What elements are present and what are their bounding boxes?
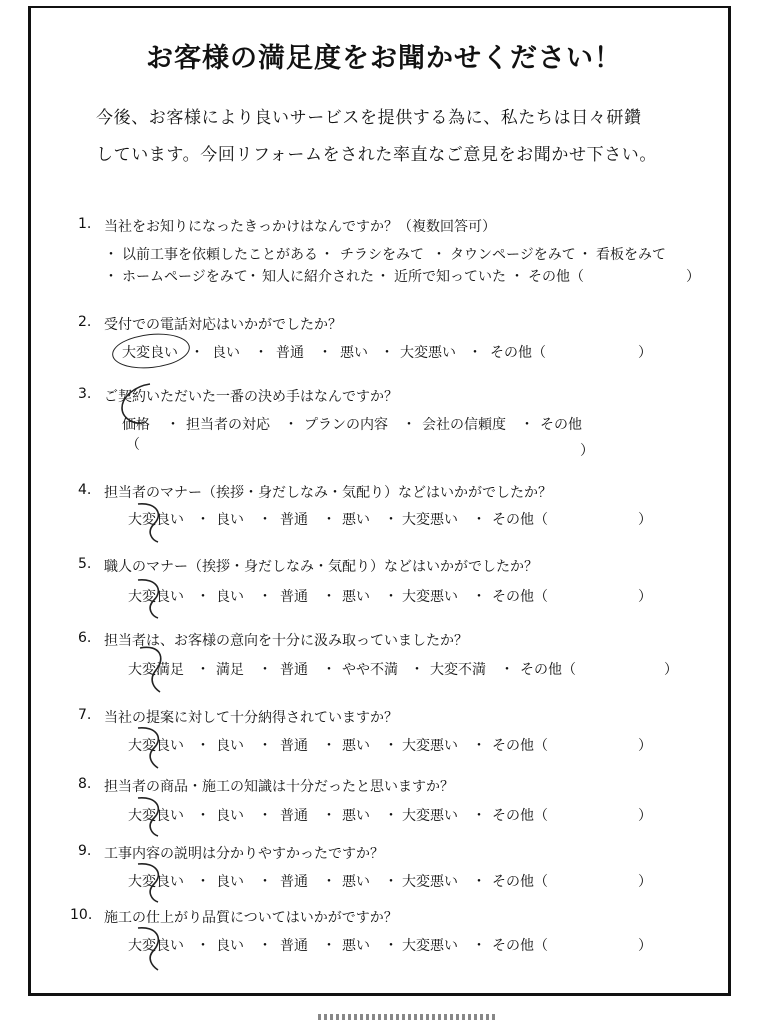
q1-sep: ・ [320, 247, 334, 263]
q8-sep: ・ [384, 808, 398, 824]
q7-sep: ・ [384, 738, 398, 754]
q6-sep: ・ [258, 662, 272, 678]
q9-sep: ・ [196, 874, 210, 890]
q5-number: 5. [78, 556, 92, 572]
q4-option-other[interactable]: その他（ [492, 512, 548, 528]
q5-option-good[interactable]: 良い [216, 589, 244, 605]
q6-sep: ・ [322, 662, 336, 678]
q3-answer-mark [112, 378, 172, 436]
q4-option-very-bad[interactable]: 大変悪い [402, 512, 458, 528]
q1-option-previous-work[interactable]: 以前工事を依頼したことがある [122, 247, 318, 263]
q7-option-bad[interactable]: 悪い [342, 738, 370, 754]
q8-option-other[interactable]: その他（ [492, 808, 548, 824]
q7-option-very-bad[interactable]: 大変悪い [402, 738, 458, 754]
q9-sep: ・ [472, 874, 486, 890]
q1-question: 当社をお知りになったきっかけはなんですか？（複数回答可） [104, 219, 496, 235]
q4-option-very-good[interactable]: 大変良い [128, 512, 184, 528]
q6-sep: ・ [410, 662, 424, 678]
q9-sep: ・ [384, 874, 398, 890]
q6-sep: ・ [196, 662, 210, 678]
q5-option-other[interactable]: その他（ [492, 589, 548, 605]
q7-sep: ・ [322, 738, 336, 754]
q4-answer-mark [130, 500, 170, 546]
q6-option-satisfied[interactable]: 満足 [216, 662, 244, 678]
q8-other-close: ） [638, 808, 652, 824]
q1-option-other[interactable]: その他（ [528, 269, 584, 285]
q4-question: 担当者のマナー（挨拶・身だしなみ・気配り）などはいかがでしたか？ [104, 485, 552, 501]
q8-sep: ・ [322, 808, 336, 824]
q3-other-open: （ [126, 437, 140, 453]
q3-number: 3. [78, 386, 92, 402]
q10-sep: ・ [384, 938, 398, 954]
q9-number: 9. [78, 843, 92, 859]
q2-option-very-bad[interactable]: 大変悪い [400, 345, 456, 361]
q2-sep: ・ [468, 345, 482, 361]
q10-sep: ・ [196, 938, 210, 954]
q1-sep: ・ [376, 269, 390, 285]
q2-option-very-good[interactable]: 大変良い [122, 345, 178, 361]
q9-other-close: ） [638, 874, 652, 890]
q8-sep: ・ [472, 808, 486, 824]
q8-option-normal[interactable]: 普通 [280, 808, 308, 824]
q6-answer-mark [130, 644, 178, 696]
q1-sep: ・ [104, 269, 118, 285]
q7-sep: ・ [472, 738, 486, 754]
q3-option-price[interactable]: 価格 [122, 417, 150, 433]
q2-option-bad[interactable]: 悪い [340, 345, 368, 361]
q6-option-other[interactable]: その他（ [520, 662, 576, 678]
q6-option-very-dissatisfied[interactable]: 大変不満 [430, 662, 486, 678]
q6-question: 担当者は、お客様の意向を十分に汲み取っていましたか？ [104, 633, 468, 649]
q3-sep: ・ [520, 417, 534, 433]
q1-sep: ・ [104, 247, 118, 263]
q5-other-close: ） [638, 589, 652, 605]
q9-sep: ・ [258, 874, 272, 890]
q6-other-close: ） [664, 662, 678, 678]
q9-sep: ・ [322, 874, 336, 890]
q2-option-good[interactable]: 良い [212, 345, 240, 361]
q7-number: 7. [78, 707, 92, 723]
q10-sep: ・ [258, 938, 272, 954]
q6-option-very-satisfied[interactable]: 大変満足 [128, 662, 184, 678]
q10-question: 施工の仕上がり品質についてはいかがですか？ [104, 910, 398, 926]
q10-option-very-good[interactable]: 大変良い [128, 938, 184, 954]
q9-question: 工事内容の説明は分かりやすかったですか？ [104, 846, 384, 862]
q4-sep: ・ [322, 512, 336, 528]
page-title: お客様の満足度をお聞かせください！ [146, 43, 622, 74]
q1-sep: ・ [432, 247, 446, 263]
q7-option-other[interactable]: その他（ [492, 738, 548, 754]
q6-option-normal[interactable]: 普通 [280, 662, 308, 678]
q4-option-bad[interactable]: 悪い [342, 512, 370, 528]
q1-other-close: ） [686, 269, 700, 285]
q7-option-normal[interactable]: 普通 [280, 738, 308, 754]
q8-question: 担当者の商品・施工の知識は十分だったと思いますか？ [104, 779, 454, 795]
q6-number: 6. [78, 630, 92, 646]
q8-option-very-good[interactable]: 大変良い [128, 808, 184, 824]
q5-question: 職人のマナー（挨拶・身だしなみ・気配り）などはいかがでしたか？ [104, 559, 538, 575]
q8-sep: ・ [258, 808, 272, 824]
q8-option-bad[interactable]: 悪い [342, 808, 370, 824]
q10-other-close: ） [638, 938, 652, 954]
q10-option-good[interactable]: 良い [216, 938, 244, 954]
q2-other-close: ） [638, 345, 652, 361]
q3-option-plan-content[interactable]: プランの内容 [304, 417, 388, 433]
q10-number: 10. [70, 907, 93, 923]
q6-option-somewhat-dissatisfied[interactable]: やや不満 [342, 662, 398, 678]
q7-option-very-good[interactable]: 大変良い [128, 738, 184, 754]
q8-option-good[interactable]: 良い [216, 808, 244, 824]
intro-line-2: しています。今回リフォームをされた率直なご意見をお聞かせ下さい。 [96, 145, 657, 165]
q7-sep: ・ [258, 738, 272, 754]
q7-answer-mark [130, 724, 170, 772]
q5-option-normal[interactable]: 普通 [280, 589, 308, 605]
q7-sep: ・ [196, 738, 210, 754]
q2-sep: ・ [380, 345, 394, 361]
q5-sep: ・ [196, 589, 210, 605]
q3-sep: ・ [284, 417, 298, 433]
q9-answer-mark [130, 860, 170, 906]
q5-sep: ・ [258, 589, 272, 605]
q1-option-homepage[interactable]: ホームページをみて [122, 269, 248, 285]
q3-other-close: ） [580, 443, 594, 459]
q3-question: ご契約いただいた一番の決め手はなんですか？ [104, 389, 398, 405]
q10-option-normal[interactable]: 普通 [280, 938, 308, 954]
q2-sep: ・ [254, 345, 268, 361]
q4-other-close: ） [638, 512, 652, 528]
q5-option-very-bad[interactable]: 大変悪い [402, 589, 458, 605]
q1-option-signboard[interactable]: 看板をみて [596, 247, 666, 263]
q4-sep: ・ [258, 512, 272, 528]
q6-sep: ・ [500, 662, 514, 678]
q4-option-normal[interactable]: 普通 [280, 512, 308, 528]
q5-sep: ・ [384, 589, 398, 605]
q7-question: 当社の提案に対して十分納得されていますか？ [104, 710, 398, 726]
q8-sep: ・ [196, 808, 210, 824]
q3-sep: ・ [402, 417, 416, 433]
q10-answer-mark [130, 924, 170, 974]
q8-option-very-bad[interactable]: 大変悪い [402, 808, 458, 824]
q10-option-bad[interactable]: 悪い [342, 938, 370, 954]
q1-option-flyer[interactable]: チラシをみて [340, 247, 424, 263]
q9-option-very-bad[interactable]: 大変悪い [402, 874, 458, 890]
q4-sep: ・ [472, 512, 486, 528]
q10-sep: ・ [322, 938, 336, 954]
q5-option-bad[interactable]: 悪い [342, 589, 370, 605]
q4-number: 4. [78, 482, 92, 498]
q2-option-normal[interactable]: 普通 [276, 345, 304, 361]
q10-sep: ・ [472, 938, 486, 954]
q10-option-other[interactable]: その他（ [492, 938, 548, 954]
q2-number: 2. [78, 314, 92, 330]
q3-option-company-trust[interactable]: 会社の信頼度 [422, 417, 506, 433]
q8-number: 8. [78, 776, 92, 792]
q7-other-close: ） [638, 738, 652, 754]
q1-sep: ・ [510, 269, 524, 285]
q2-sep: ・ [318, 345, 332, 361]
intro-line-1: 今後、お客様により良いサービスを提供する為に、私たちは日々研鑽 [96, 108, 642, 128]
q9-option-good[interactable]: 良い [216, 874, 244, 890]
q8-answer-mark [130, 794, 170, 840]
q4-sep: ・ [196, 512, 210, 528]
q1-sep: ・ [246, 269, 260, 285]
q3-sep: ・ [166, 417, 180, 433]
q4-option-good[interactable]: 良い [216, 512, 244, 528]
q9-option-bad[interactable]: 悪い [342, 874, 370, 890]
q9-option-normal[interactable]: 普通 [280, 874, 308, 890]
q7-option-good[interactable]: 良い [216, 738, 244, 754]
q2-option-other[interactable]: その他（ [490, 345, 546, 361]
q5-option-very-good[interactable]: 大変良い [128, 589, 184, 605]
q1-option-neighborhood[interactable]: 近所で知っていた [394, 269, 506, 285]
q3-option-other[interactable]: その他 [540, 417, 582, 433]
q4-sep: ・ [384, 512, 398, 528]
q1-number: 1. [78, 216, 92, 232]
q5-sep: ・ [472, 589, 486, 605]
q5-sep: ・ [322, 589, 336, 605]
q1-option-town-page[interactable]: タウンページをみて [450, 247, 576, 263]
q9-option-other[interactable]: その他（ [492, 874, 548, 890]
q10-option-very-bad[interactable]: 大変悪い [402, 938, 458, 954]
q1-option-referral[interactable]: 知人に紹介された [262, 269, 374, 285]
q1-sep: ・ [578, 247, 592, 263]
q2-sep: ・ [190, 345, 204, 361]
q2-question: 受付での電話対応はいかがでしたか？ [104, 317, 342, 333]
q9-option-very-good[interactable]: 大変良い [128, 874, 184, 890]
q3-option-staff-response[interactable]: 担当者の対応 [186, 417, 270, 433]
scan-footer-mark [318, 1014, 498, 1020]
q5-answer-mark [130, 576, 170, 622]
